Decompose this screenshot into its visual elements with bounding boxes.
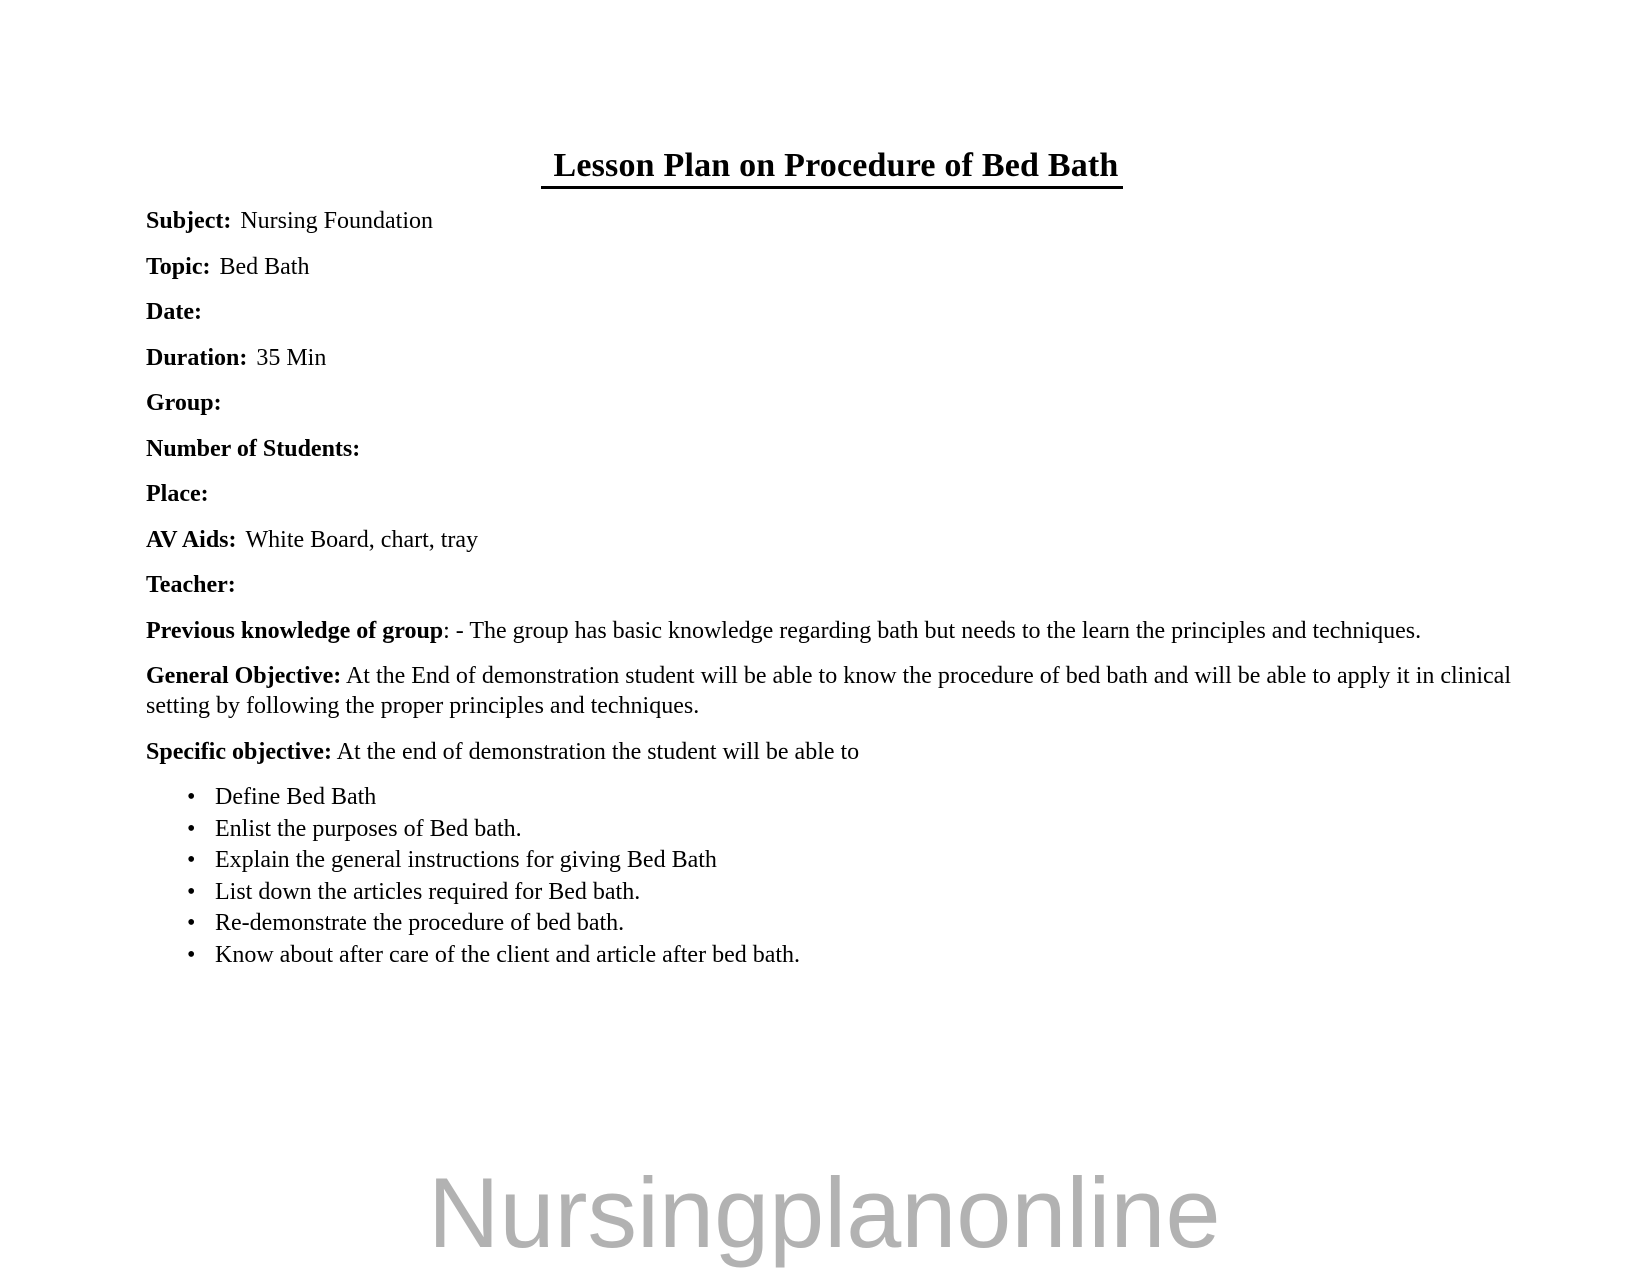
field-place-label: Place: (146, 481, 209, 507)
previous-knowledge-label: Previous knowledge of group (146, 617, 444, 644)
list-item (146, 908, 1518, 940)
previous-knowledge-text: : - The group has basic knowledge regarding bath but needs to the learn the principles and techniques. (443, 617, 1422, 644)
field-av-aids (146, 525, 1518, 555)
bullet-icon: • (187, 941, 196, 968)
bullet-icon: • (187, 815, 196, 842)
field-list (146, 206, 1518, 600)
field-topic (146, 252, 1518, 282)
list-item-text: Re-demonstrate the procedure of bed bath. (215, 910, 625, 936)
bullet-icon: • (187, 910, 196, 936)
list-item (146, 814, 1518, 846)
field-topic-label: Topic: (146, 253, 211, 280)
field-subject (146, 206, 1518, 236)
field-av-aids-value: White Board, chart, tray (245, 526, 479, 553)
field-subject-label: Subject: (146, 208, 232, 234)
list-item (146, 940, 1518, 972)
list-item-text: Enlist the purposes of Bed bath. (215, 815, 522, 842)
field-av-aids-label: AV Aids: (146, 526, 237, 553)
field-place (146, 479, 1518, 509)
list-item (146, 782, 1518, 814)
page-title (146, 146, 1518, 186)
document-content (146, 0, 1518, 971)
list-item-text: Explain the general instructions for giving Bed Bath (215, 847, 717, 873)
general-objective-label: General Objective: (146, 663, 342, 689)
list-item-text: Define Bed Bath (215, 784, 377, 810)
bullet-icon: • (187, 847, 196, 873)
field-number-of-students-label: Number of Students: (146, 435, 361, 462)
field-date-label: Date: (146, 299, 202, 325)
field-group (146, 388, 1518, 418)
field-duration-label: Duration: (146, 344, 248, 371)
bullet-icon: • (187, 878, 196, 905)
field-teacher-label: Teacher: (146, 572, 236, 598)
specific-objectives-list (146, 782, 1518, 971)
bullet-icon: • (187, 784, 196, 810)
list-item-text: Know about after care of the client and article after bed bath. (215, 941, 801, 968)
list-item-text: List down the articles required for Bed bath. (215, 878, 641, 905)
specific-objective-paragraph (146, 737, 1518, 767)
general-objective-paragraph (146, 661, 1518, 721)
previous-knowledge-paragraph (146, 616, 1518, 646)
field-duration-value: 35 Min (256, 344, 327, 371)
specific-objective-label: Specific objective: (146, 738, 332, 765)
field-date (146, 297, 1518, 327)
watermark-text: Nursingplanonline (428, 1157, 1221, 1268)
general-objective-text: At the End of demonstration student will be able to know the procedure of bed bath and will be able to apply it in clinical setting by following the proper principles and techniques. (146, 663, 1511, 719)
list-item (146, 877, 1518, 909)
page-title-text: Lesson Plan on Procedure of Bed Bath (541, 147, 1122, 189)
field-topic-value: Bed Bath (219, 253, 310, 280)
field-subject-value: Nursing Foundation (240, 208, 433, 234)
field-duration (146, 343, 1518, 373)
field-teacher (146, 570, 1518, 600)
field-number-of-students (146, 434, 1518, 464)
field-group-label: Group: (146, 390, 222, 416)
specific-objective-text: At the end of demonstration the student will be able to (336, 738, 860, 765)
list-item (146, 845, 1518, 877)
